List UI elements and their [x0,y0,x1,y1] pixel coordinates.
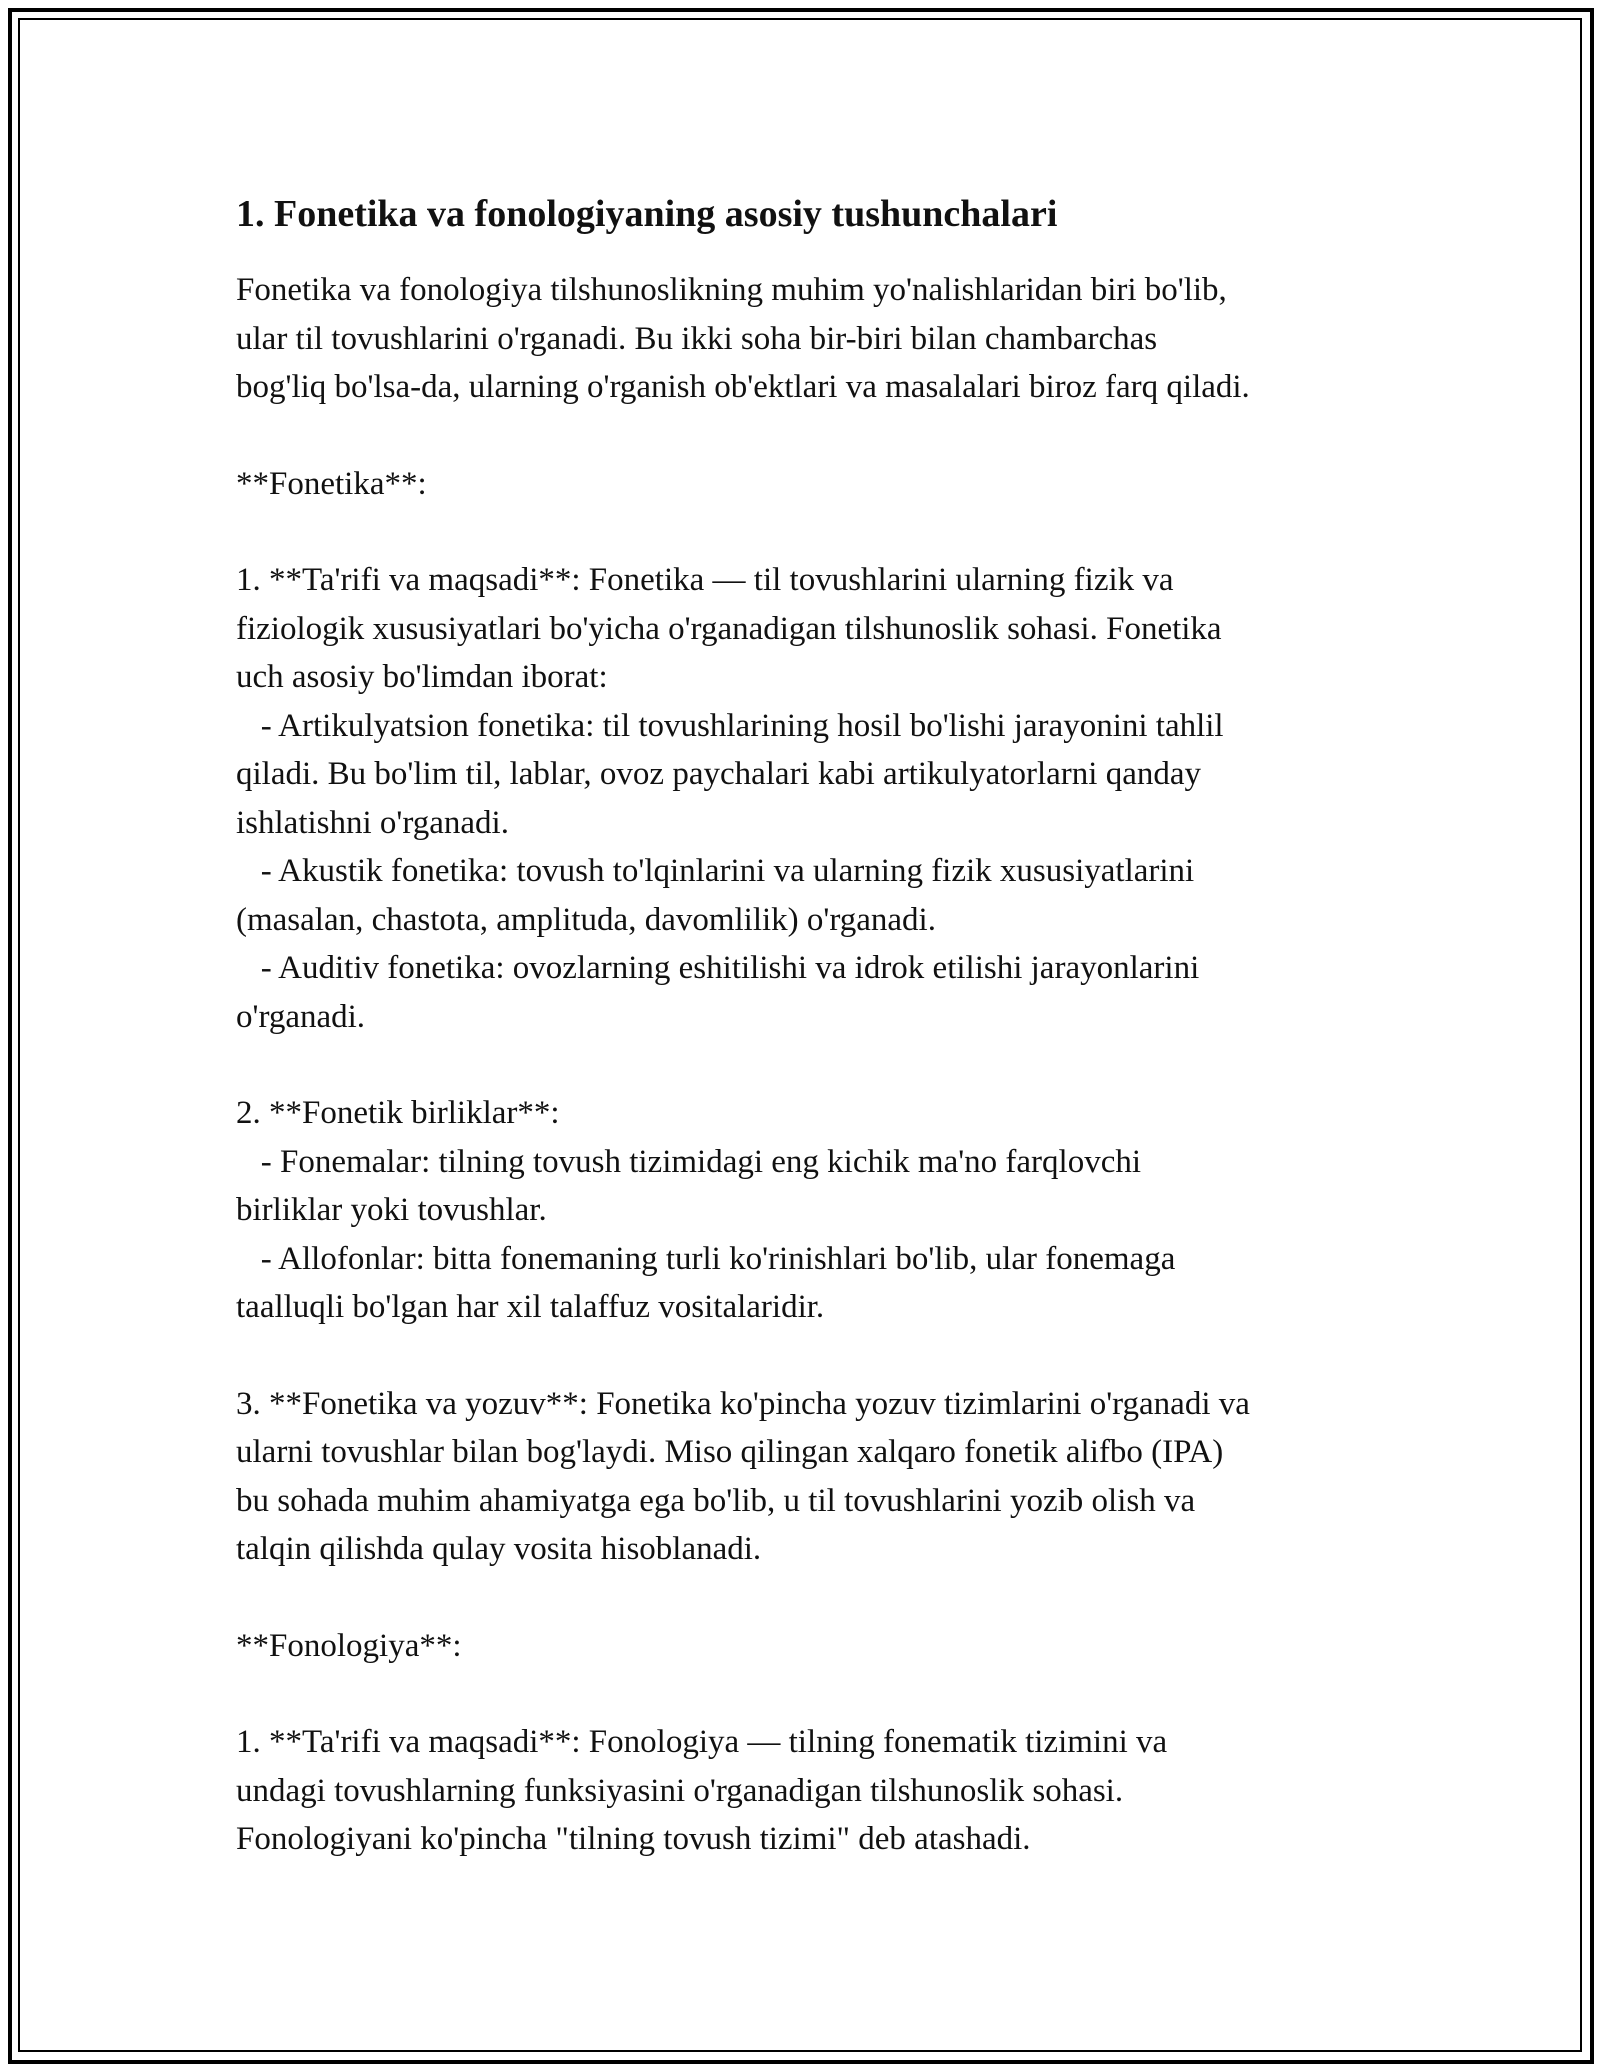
text-line: birliklar yoki tovushlar. [236,1192,547,1228]
text-line: 1. **Ta'rifi va maqsadi**: Fonetika — til tovushlarini ularning fizik va [236,562,1174,598]
fonologiya-item-1 [236,1718,1386,1864]
text-line: talqin qilishda qulay vosita hisoblanadi. [236,1531,762,1567]
text-line: - Allofonlar: bitta fonemaning turli ko'rinishlari bo'lib, ular fonemaga [236,1240,1176,1277]
fonetika-item-2 [236,1089,1386,1332]
text-line: 3. **Fonetika va yozuv**: Fonetika ko'pincha yozuv tizimlarini o'rganadi va [236,1385,1250,1422]
text-line: fiziologik xususiyatlari bo'yicha o'rganadigan tilshunoslik sohasi. Fonetika [236,610,1222,647]
text-line: 2. **Fonetik birliklar**: [236,1095,560,1131]
text-line: undagi tovushlarning funksiyasini o'rganadigan tilshunoslik sohasi. [236,1772,1124,1809]
text-line: bu sohada muhim ahamiyatga ega bo'lib, u til tovushlarini yozib olish va [236,1482,1196,1519]
text-line: bog'liq bo'lsa-da, ularning o'rganish ob'ektlari va masalalari biroz farq qiladi. [236,369,1250,405]
text-line: ularni tovushlar bilan bog'laydi. Miso qilingan xalqaro fonetik alifbo (IPA) [236,1434,1224,1470]
text-line: o'rganadi. [236,998,366,1035]
document-body [236,186,1386,1912]
section-heading: 1. Fonetika va fonologiyaning asosiy tushunchalari [236,193,1058,235]
text-line: - Fonemalar: tilning tovush tizimidagi eng kichik ma'no farqlovchi [236,1143,1142,1180]
intro-paragraph [236,266,1386,412]
text-line: ishlatishni o'rganadi. [236,804,509,841]
text-line: qiladi. Bu bo'lim til, lablar, ovoz paychalari kabi artikulyatorlarni qanday [236,756,1202,792]
fonetika-item-3 [236,1380,1386,1574]
text-line: - Akustik fonetika: tovush to'lqinlarini va ularning fizik xususiyatlarini [236,853,1195,889]
text-line: **Fonetika**: [236,465,427,502]
fonetika-item-1 [236,556,1386,1041]
fonologiya-subheading [236,1622,1386,1671]
text-line: taalluqli bo'lgan har xil talaffuz vositalaridir. [236,1289,825,1325]
text-line: - Auditiv fonetika: ovozlarning eshitilishi va idrok etilishi jarayonlarini [236,950,1200,986]
text-line: ular til tovushlarini o'rganadi. Bu ikki soha bir-biri bilan chambarchas [236,320,1158,357]
text-line: (masalan, chastota, amplituda, davomlilik) o'rganadi. [236,901,936,938]
text-line: - Artikulyatsion fonetika: til tovushlarining hosil bo'lishi jarayonini tahlil [236,707,1224,744]
text-line: **Fonologiya**: [236,1627,462,1664]
text-line: 1. **Ta'rifi va maqsadi**: Fonologiya — tilning fonematik tizimini va [236,1724,1168,1760]
text-line: uch asosiy bo'limdan iborat: [236,659,608,695]
text-line: Fonologiyani ko'pincha "tilning tovush tizimi" deb atashadi. [236,1821,1031,1857]
text-line: Fonetika va fonologiya tilshunoslikning muhim yo'nalishlaridan biri bo'lib, [236,272,1227,308]
fonetika-subheading [236,460,1386,509]
